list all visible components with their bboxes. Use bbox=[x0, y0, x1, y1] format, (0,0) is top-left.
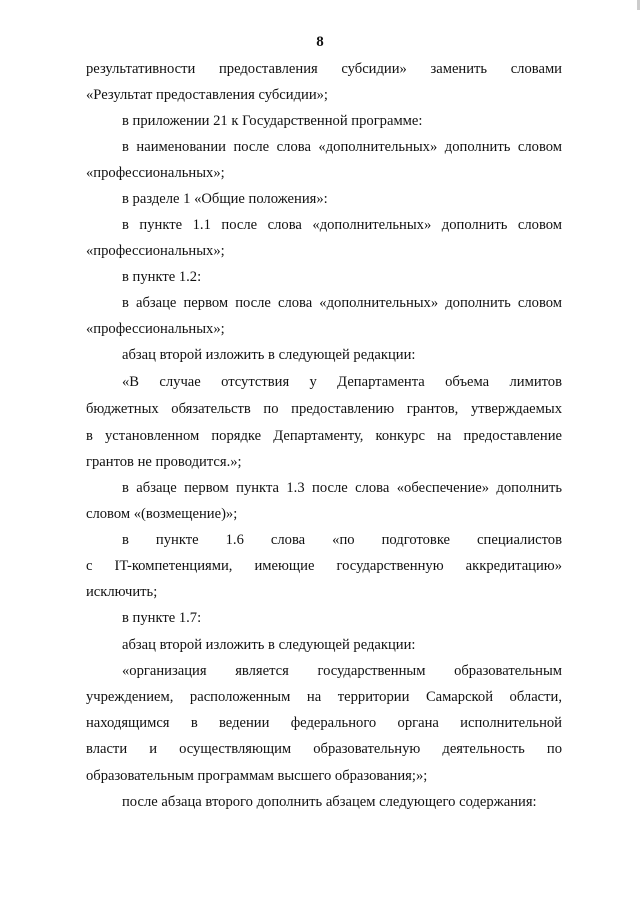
text-line: образовательным программам высшего образования;»; bbox=[86, 768, 428, 784]
text-line: в пункте 1.2: bbox=[122, 269, 202, 285]
text-line: находящимся в ведении федерального органа исполнительной bbox=[86, 715, 562, 731]
text-line: в приложении 21 к Государственной программе: bbox=[122, 113, 423, 129]
text-line: результативности предоставления субсидии» заменить словами bbox=[86, 61, 562, 77]
text-line: «Результат предоставления субсидии»; bbox=[86, 87, 328, 103]
text-line: абзац второй изложить в следующей редакции: bbox=[122, 637, 416, 653]
text-line: «профессиональных»; bbox=[86, 165, 225, 181]
text-line: власти и осуществляющим образовательную деятельность по bbox=[86, 741, 562, 757]
text-line: в пункте 1.1 после слова «дополнительных» дополнить словом bbox=[122, 217, 562, 233]
text-line: исключить; bbox=[86, 584, 158, 600]
text-line: «В случае отсутствия у Департамента объема лимитов bbox=[122, 374, 562, 390]
text-line: после абзаца второго дополнить абзацем следующего содержания: bbox=[122, 794, 537, 810]
text-line: с IT-компетенциями, имеющие государственную аккредитацию» bbox=[86, 558, 562, 574]
text-line: «профессиональных»; bbox=[86, 321, 225, 337]
text-line: в пункте 1.6 слова «по подготовке специалистов bbox=[122, 532, 562, 548]
text-line: в абзаце первом после слова «дополнительных» дополнить словом bbox=[122, 295, 562, 311]
text-line: в разделе 1 «Общие положения»: bbox=[122, 191, 328, 207]
text-line: учреждением, расположенным на территории Самарской области, bbox=[86, 689, 562, 705]
text-line: словом «(возмещение)»; bbox=[86, 506, 238, 522]
text-line: в абзаце первом пункта 1.3 после слова «обеспечение» дополнить bbox=[122, 480, 562, 496]
text-line: в наименовании после слова «дополнительных» дополнить словом bbox=[122, 139, 562, 155]
text-line: абзац второй изложить в следующей редакции: bbox=[122, 347, 416, 363]
text-line: «организация является государственным образовательным bbox=[122, 663, 562, 679]
text-line: в установленном порядке Департаменту, конкурс на предоставление bbox=[86, 428, 562, 444]
page-number: 8 bbox=[316, 34, 324, 50]
text-line: «профессиональных»; bbox=[86, 243, 225, 259]
text-line: грантов не проводится.»; bbox=[86, 454, 242, 470]
text-line: бюджетных обязательств по предоставлению грантов, утверждаемых bbox=[86, 401, 562, 417]
text-line: в пункте 1.7: bbox=[122, 610, 202, 626]
